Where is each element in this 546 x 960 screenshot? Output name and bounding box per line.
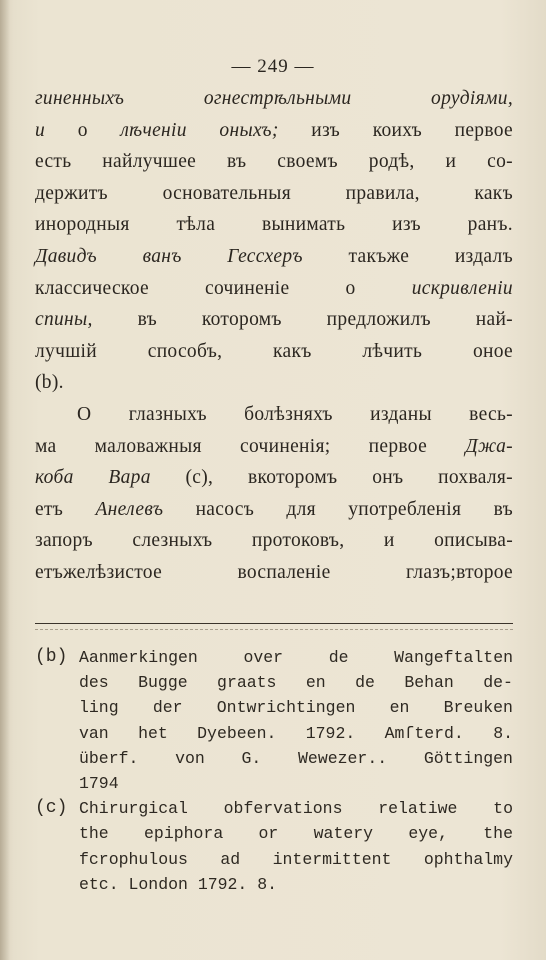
- word: етъ: [35, 498, 64, 520]
- word: сочиненія;: [239, 435, 331, 457]
- word: и: [383, 530, 395, 552]
- word: изъ: [392, 214, 421, 236]
- word: watery: [313, 824, 374, 844]
- word: основательныя: [162, 182, 291, 204]
- word: de: [328, 648, 349, 667]
- word: fcrophulous: [79, 849, 188, 869]
- word: изъ: [311, 119, 341, 141]
- text-line: [35, 462, 513, 494]
- word: огнестрѣльными: [203, 88, 352, 109]
- word: весь-: [469, 403, 513, 425]
- word: для: [286, 498, 316, 520]
- word: (c),: [185, 467, 214, 489]
- word: (b).: [35, 372, 64, 394]
- word: Göttingen: [423, 748, 513, 768]
- word: похваля-: [438, 467, 513, 489]
- word: obfervations: [223, 799, 343, 819]
- word: есть: [35, 151, 72, 173]
- text-line: [35, 178, 513, 210]
- word: epiphora: [144, 824, 224, 844]
- word: Джа-: [465, 435, 513, 457]
- text-line: [35, 273, 513, 305]
- word: описыва-: [434, 530, 513, 552]
- footnote-line: 1794: [79, 773, 119, 793]
- text-line: [35, 367, 513, 399]
- word: von: [175, 748, 205, 768]
- word: слезныхъ: [132, 530, 213, 552]
- text-line: [35, 115, 513, 147]
- word: ранъ.: [467, 214, 513, 236]
- word: орудіями,: [431, 88, 513, 109]
- word: вынимать: [261, 214, 346, 236]
- word: eye,: [408, 824, 448, 844]
- word: най-: [475, 309, 513, 331]
- word: Breuken: [443, 698, 513, 718]
- word: своемъ: [277, 151, 338, 173]
- word: предложилъ: [326, 309, 431, 331]
- text-line: [35, 209, 513, 241]
- word: коба: [35, 467, 74, 489]
- word: глазныхъ: [128, 403, 207, 425]
- word: тѣла: [176, 214, 216, 236]
- word: спины,: [35, 309, 93, 331]
- word: какъ: [474, 182, 513, 204]
- word: over: [243, 648, 284, 667]
- word: которомъ: [201, 309, 282, 331]
- word: or: [258, 824, 279, 844]
- text-line: [35, 494, 513, 526]
- word: найлучшее: [102, 151, 197, 173]
- word: van: [79, 723, 109, 743]
- text-line: [35, 336, 513, 368]
- word: the: [79, 824, 109, 844]
- word: Wangeftalten: [394, 648, 513, 667]
- text-line: [35, 399, 513, 431]
- word: ванъ: [142, 245, 182, 267]
- word: изданы: [370, 403, 432, 425]
- word: ма: [35, 435, 57, 457]
- text-line: [35, 304, 513, 336]
- word: лучшій: [35, 340, 97, 362]
- word: лѣченіи: [120, 119, 187, 141]
- word: болѣзняхъ: [244, 403, 333, 425]
- word: классическое: [35, 277, 149, 299]
- footnote: [35, 645, 513, 796]
- word: сочиненіе: [205, 277, 290, 299]
- word: издалъ: [454, 245, 513, 267]
- word: 8.: [493, 723, 513, 743]
- footnotes: [35, 645, 513, 897]
- word: graats: [217, 673, 277, 693]
- word: употребленія: [348, 498, 462, 520]
- word: родѣ,: [368, 151, 415, 173]
- word: überf.: [79, 748, 139, 768]
- footnote-mark: (b): [35, 647, 68, 667]
- word: искривленіи: [411, 277, 513, 299]
- word: ling: [79, 698, 119, 718]
- word: такъже: [348, 245, 410, 267]
- footnote-body: [79, 796, 513, 897]
- word: протоковъ,: [251, 530, 345, 552]
- word: Dyebeen.: [197, 723, 277, 743]
- word: въ: [493, 498, 513, 520]
- footnote-line: [79, 847, 513, 872]
- word: оное: [472, 340, 513, 362]
- word: Анелевъ: [95, 498, 164, 520]
- word: первое: [454, 119, 513, 141]
- footnote-line: etc. London 1792. 8.: [79, 874, 278, 894]
- word: Wewezer..: [298, 748, 388, 768]
- word: Вара: [108, 467, 151, 489]
- footnote-separator-rule: [35, 623, 513, 624]
- word: Chirurgical: [79, 799, 188, 819]
- word: en: [389, 698, 410, 718]
- word: intermittent: [272, 849, 392, 869]
- word: запоръ: [35, 530, 93, 552]
- word: и: [445, 151, 457, 173]
- text-line: [35, 557, 513, 589]
- footnote-separator-rule-secondary: [35, 629, 513, 630]
- footnote-line: [79, 721, 513, 746]
- text-line: [35, 431, 513, 463]
- word: оныхъ;: [219, 119, 279, 141]
- word: и: [35, 119, 46, 141]
- word: лѣчить: [362, 340, 423, 362]
- word: der: [152, 698, 183, 718]
- footnote: [35, 796, 513, 897]
- word: О: [77, 403, 92, 425]
- footnote-line: [79, 670, 513, 695]
- word: онъ: [372, 467, 404, 489]
- word: маловажныя: [94, 435, 202, 457]
- word: Давидъ: [35, 245, 97, 267]
- footnote-body: [79, 645, 513, 796]
- word: ophthalmy: [423, 849, 513, 869]
- word: Aanmerkingen: [79, 648, 198, 667]
- word: 1792.: [305, 723, 356, 743]
- gutter-shadow: [0, 0, 10, 960]
- word: насосъ: [195, 498, 255, 520]
- word: коихъ: [372, 119, 422, 141]
- word: правила,: [345, 182, 420, 204]
- word: глазъ;второе: [406, 561, 513, 583]
- footnote-line: [79, 645, 513, 670]
- word: the: [483, 824, 513, 844]
- word: въ: [227, 151, 247, 173]
- word: держитъ: [35, 182, 108, 204]
- text-line: [35, 525, 513, 557]
- text-line: [35, 241, 513, 273]
- word: relatiwe: [378, 799, 458, 819]
- word: des: [79, 673, 109, 693]
- word: Ontwrichtingen: [216, 698, 356, 718]
- page-number: — 249 —: [231, 56, 315, 77]
- text-line: [35, 83, 513, 115]
- word: воспаленіе: [237, 561, 331, 583]
- word: о: [345, 277, 356, 299]
- footnote-line: [79, 695, 513, 720]
- word: to: [493, 799, 513, 819]
- word: Гессхеръ: [227, 245, 303, 267]
- word: гиненныхъ: [35, 88, 125, 109]
- text-line: [35, 146, 513, 178]
- word: вкоторомъ: [247, 467, 338, 489]
- word: G.: [241, 748, 262, 768]
- footnote-mark: (c): [35, 798, 68, 819]
- body-text: [35, 83, 513, 589]
- word: de-: [483, 673, 513, 693]
- word: въ: [137, 309, 157, 331]
- word: какъ: [273, 340, 312, 362]
- word: способъ,: [147, 340, 223, 362]
- word: Bugge: [138, 673, 188, 693]
- word: Amſterd.: [384, 723, 464, 743]
- word: первое: [368, 435, 428, 457]
- word: ad: [220, 849, 241, 869]
- footnote-line: [79, 821, 513, 846]
- word: со-: [487, 151, 513, 173]
- word: Behan: [404, 673, 454, 693]
- word: en: [305, 673, 326, 693]
- footnote-line: [79, 796, 513, 821]
- footnote-line: [79, 746, 513, 771]
- word: етъжелѣзистое: [35, 561, 163, 583]
- word: о: [77, 119, 88, 141]
- word: инородныя: [35, 214, 130, 236]
- word: de: [355, 673, 375, 693]
- word: het: [138, 723, 168, 743]
